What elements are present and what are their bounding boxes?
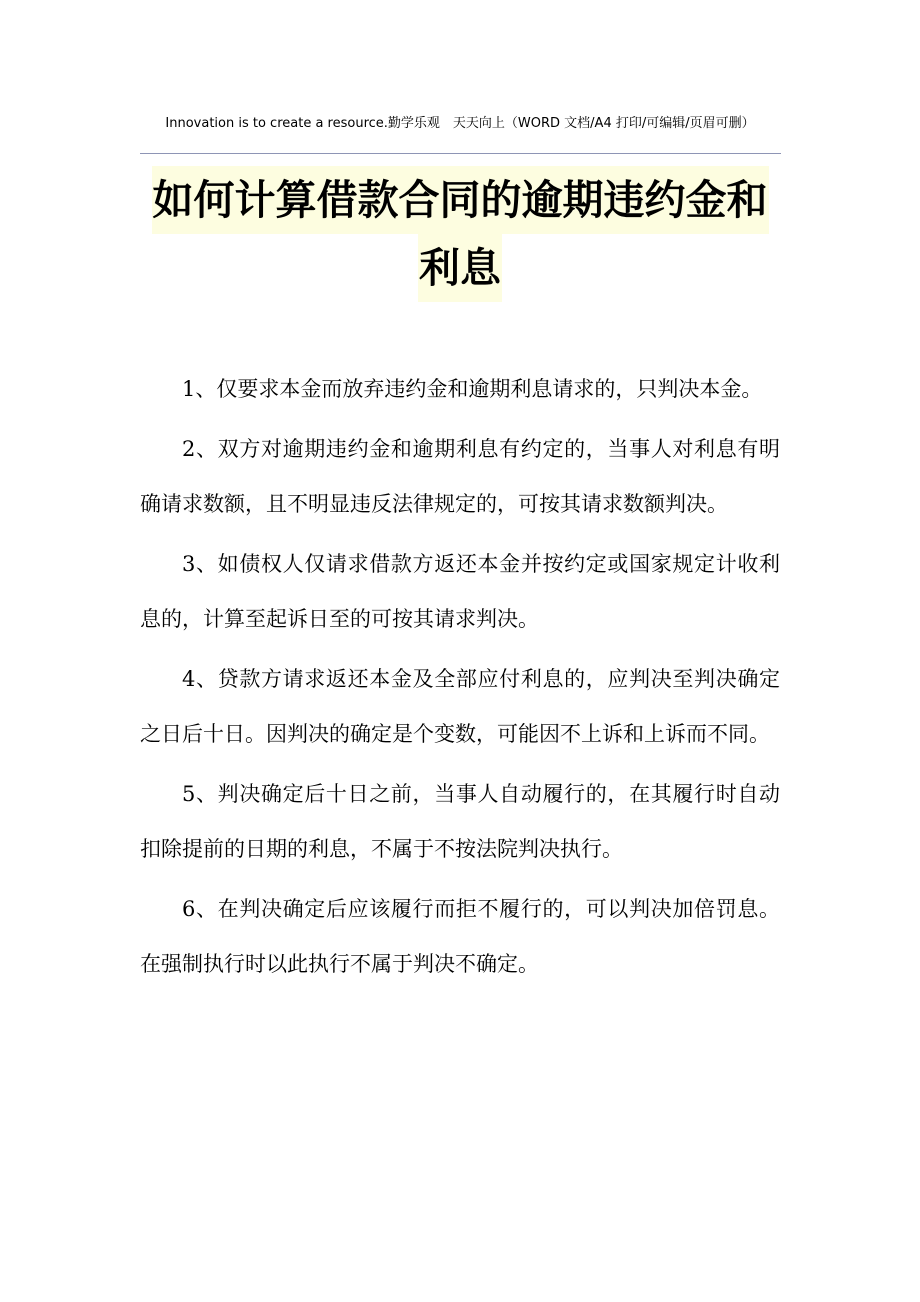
paragraph-1: 1、仅要求本金而放弃违约金和逾期利息请求的，只判决本金。 [182,377,763,401]
title-line-2: 利息 [418,234,502,302]
paragraph-3: 3、如债权人仅请求借款方返还本金并按约定或国家规定计收利息的，计算至起诉日至的可按其请求判决。 [140,552,780,631]
document-title [140,166,780,302]
paragraph-5: 5、判决确定后十日之前，当事人自动履行的，在其履行时自动扣除提前的日期的利息，不属于不按法院判决执行。 [140,782,780,861]
document-body [140,362,780,997]
paragraph-4: 4、贷款方请求返还本金及全部应付利息的，应判决至判决确定之日后十日。因判决的确定是个变数，可能因不上诉和上诉而不同。 [140,667,780,746]
title-line-1: 如何计算借款合同的逾期违约金和 [152,166,769,234]
paragraph-6: 6、在判决确定后应该履行而拒不履行的，可以判决加倍罚息。在强制执行时以此执行不属于判决不确定。 [140,897,780,976]
page-header-text: Innovation is to create a resource.勤学乐观 天天向上（WORD 文档/A4 打印/可编辑/页眉可删） [165,116,755,131]
header-divider [140,153,781,154]
paragraph-2: 2、双方对逾期违约金和逾期利息有约定的，当事人对利息有明确请求数额，且不明显违反法律规定的，可按其请求数额判决。 [140,437,780,516]
